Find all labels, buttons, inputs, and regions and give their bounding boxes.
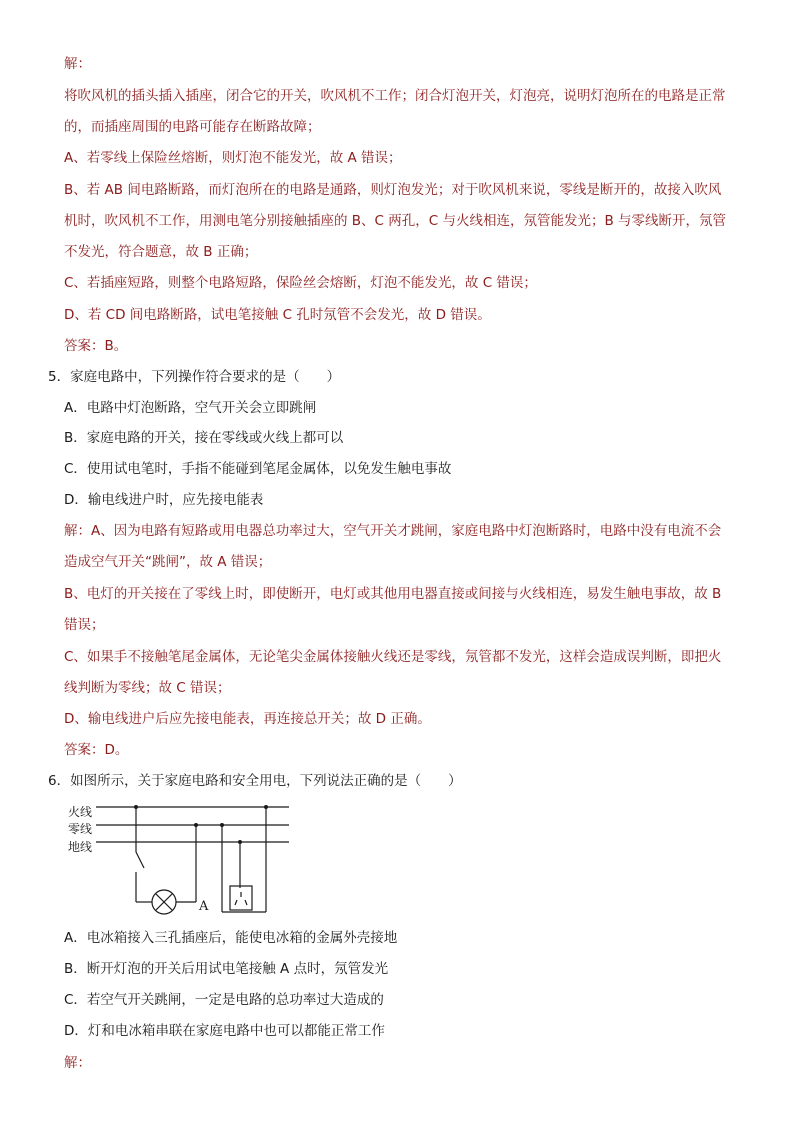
solution-line: 将吹风机的插头插入插座，闭合它的开关，吹风机不工作；闭合灯泡开关，灯泡亮，说明灯泡所在的电路是正常: [64, 88, 726, 104]
neutral-wire-label: 零线: [68, 822, 93, 836]
circuit-diagram: [64, 800, 304, 920]
option-d: D．灯和电冰箱串联在家庭电路中也可以都能正常工作: [64, 1023, 385, 1039]
lamp-switch: [136, 852, 144, 868]
junction-dot: [238, 840, 242, 844]
answer-line: 答案：B。: [64, 338, 128, 354]
junction-dot: [134, 805, 138, 809]
solution-line: 机时，吹风机不工作，用测电笔分别接触插座的 B、C 两孔，C 与火线相连，氖管能发光；B 与零线断开，氖管: [64, 213, 727, 229]
solution-line: 不发光，符合题意，故 B 正确；: [64, 244, 258, 260]
solution-line: B、若 AB 间电路断路，而灯泡所在的电路是通路，则灯泡发光；对于吹风机来说，零线是断开的，故接入吹风: [64, 182, 722, 198]
solution-line: 的，而插座周围的电路可能存在断路故障；: [64, 119, 321, 135]
solution-heading: 解：: [64, 56, 91, 72]
answer-line: 答案：D。: [64, 742, 129, 758]
option-c: C．若空气开关跳闸，一定是电路的总功率过大造成的: [64, 992, 384, 1008]
live-wire-label: 火线: [68, 805, 93, 819]
junction-dot: [220, 823, 224, 827]
solution-heading: 解：: [64, 1055, 91, 1071]
junction-dot: [194, 823, 198, 827]
solution-line: C、若插座短路，则整个电路短路，保险丝会熔断，灯泡不能发光，故 C 错误；: [64, 275, 537, 291]
solution-line: D、若 CD 间电路断路，试电笔接触 C 孔时氖管不会发光，故 D 错误。: [64, 307, 491, 323]
socket-pin: [245, 900, 247, 905]
question-stem: 6．如图所示，关于家庭电路和安全用电，下列说法正确的是（ ）: [48, 773, 462, 789]
option-b: B．断开灯泡的开关后用试电笔接触 A 点时，氖管发光: [64, 961, 389, 977]
solution-line: 错误；: [64, 617, 105, 633]
junction-dot: [264, 805, 268, 809]
solution-line: 造成空气开关“跳闸”，故 A 错误；: [64, 554, 272, 570]
option-d: D．输电线进户时，应先接电能表: [64, 492, 264, 508]
question-stem: 5．家庭电路中，下列操作符合要求的是（ ）: [48, 369, 341, 385]
option-b: B．家庭电路的开关，接在零线或火线上都可以: [64, 430, 344, 446]
solution-line: B、电灯的开关接在了零线上时，即使断开，电灯或其他用电器直接或间接与火线相连，易发生触电事故，故 B: [64, 586, 722, 602]
ground-wire-label: 地线: [68, 840, 93, 854]
circuit-svg: [64, 800, 304, 920]
solution-line: 线判断为零线；故 C 错误；: [64, 680, 231, 696]
option-c: C．使用试电笔时，手指不能碰到笔尾金属体，以免发生触电事故: [64, 461, 452, 477]
solution-line: 解：A、因为电路有短路或用电器总功率过大，空气开关才跳闸，家庭电路中灯泡断路时，电路中没有电流不会: [64, 523, 722, 539]
solution-line: C、如果手不接触笔尾金属体，无论笔尖金属体接触火线还是零线，氖管都不发光，这样会造成误判断，即把火: [64, 649, 722, 665]
point-a-label: A: [199, 899, 209, 914]
solution-line: D、输电线进户后应先接电能表，再连接总开关；故 D 正确。: [64, 711, 431, 727]
option-a: A．电路中灯泡断路，空气开关会立即跳闸: [64, 400, 317, 416]
socket-symbol: [230, 886, 252, 910]
socket-pin: [235, 900, 237, 905]
option-a: A．电冰箱接入三孔插座后，能使电冰箱的金属外壳接地: [64, 930, 398, 946]
solution-line: A、若零线上保险丝熔断，则灯泡不能发光，故 A 错误；: [64, 150, 402, 166]
